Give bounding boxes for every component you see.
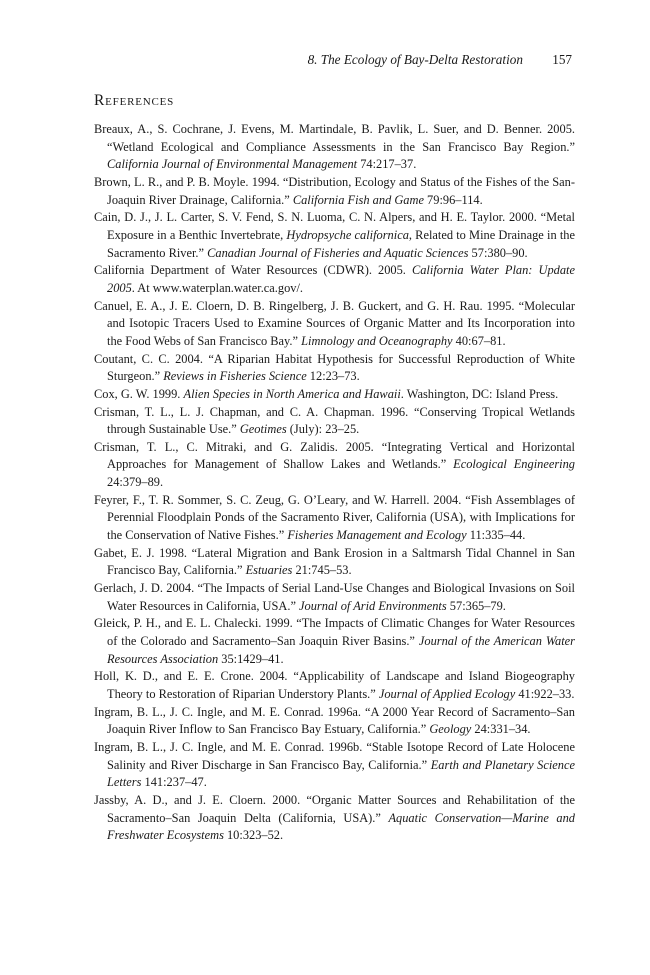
reference-text: 24:379–89. xyxy=(107,475,164,490)
reference-title-italic: Journal of Arid Environments xyxy=(299,598,447,613)
reference-text: 21:745–53. xyxy=(292,563,352,578)
reference-text: Jassby, A. D., and J. E. Cloern. 2000. “Organic Matter Sources and Rehabilitation of the Sacramento–San Joaquin Delta (California, USA).” xyxy=(94,792,575,825)
reference-text: Crisman, T. L., L. J. Chapman, and C. A. Chapman. 1996. “Conserving Tropical Wetlands through Sustainable Use.” xyxy=(94,404,575,437)
reference-text: Brown, L. R., and P. B. Moyle. 1994. “Distribution, Ecology and Status of the Fishes of the San-Joaquin River Drainage, California.” xyxy=(94,174,575,207)
reference-text: Breaux, A., S. Cochrane, J. Evens, M. Martindale, B. Pavlik, L. Suer, and D. Benner. 2005. “Wetland Ecological and Compliance Assessments in the San Francisco Bay Region.” xyxy=(94,122,575,154)
reference-title-italic: California Fish and Game xyxy=(292,192,424,207)
reference-title-italic: California Journal of Environmental Management xyxy=(107,157,358,172)
reference-text: Holl, K. D., and E. E. Crone. 2004. “Applicability of Landscape and Island Biogeography Theory to Restoration of Riparian Understory Plants.” xyxy=(94,669,575,701)
reference-entry xyxy=(94,351,575,386)
page-number: 157 xyxy=(552,52,572,67)
reference-entry xyxy=(94,262,575,297)
reference-text: Ingram, B. L., J. C. Ingle, and M. E. Conrad. 1996a. “A 2000 Year Record of Sacramento–San Joaquin River Inflow to San Francisco Bay Estuary, California.” xyxy=(94,704,575,737)
reference-title-italic: Geotimes xyxy=(239,422,287,437)
reference-text: Gerlach, J. D. 2004. “The Impacts of Serial Land-Use Changes and Biological Invasions on Soil Water Resources in California, USA.” xyxy=(94,581,575,613)
reference-list xyxy=(94,121,575,845)
reference-title-italic: California Water Plan: Update 2005 xyxy=(107,263,575,295)
reference-entry xyxy=(94,439,575,492)
reference-text: Cain, D. J., J. L. Carter, S. V. Fend, S. N. Luoma, C. N. Alpers, and H. E. Taylor. 2000. “Metal Exposure in a Benthic Invertebrate, xyxy=(94,210,575,242)
reference-entry xyxy=(94,492,575,545)
reference-title-italic: Alien Species in North America and Hawaii xyxy=(183,386,401,401)
reference-text: 11:335–44. xyxy=(466,528,526,543)
reference-entry xyxy=(94,545,575,580)
reference-title-italic: Aquatic Conservation—Marine and Freshwater Ecosystems xyxy=(107,810,575,843)
reference-text: Feyrer, F., T. R. Sommer, S. C. Zeug, G. O’Leary, and W. Harrell. 2004. “Fish Assemblages of Perennial Floodplain Ponds of the Sacramento River, California (USA), with Implications for the Conservation of Native Fishes.” xyxy=(94,492,575,543)
running-head xyxy=(308,52,572,68)
reference-entry xyxy=(94,668,575,703)
reference-text: Gabet, E. J. 1998. “Lateral Migration and Bank Erosion in a Saltmarsh Tidal Channel in San Francisco Bay, California.” xyxy=(94,545,575,578)
reference-text: California Department of Water Resources (CDWR). 2005. xyxy=(94,263,412,278)
reference-text: Cox, G. W. 1999. xyxy=(94,386,184,401)
reference-text: . At www.waterplan.water.ca.gov/. xyxy=(131,280,304,295)
reference-text: 57:365–79. xyxy=(446,598,506,613)
reference-title-italic: Limnology and Oceanography xyxy=(301,333,453,348)
reference-text: 10:323–52. xyxy=(223,828,284,843)
reference-text: Gleick, P. H., and E. L. Chalecki. 1999. “The Impacts of Climatic Changes for Water Resources of the Colorado and Sacramento–San Joaquin River Basins.” xyxy=(94,616,575,649)
reference-entry xyxy=(94,739,575,792)
reference-text: 40:67–81. xyxy=(452,333,506,348)
reference-entry xyxy=(94,298,575,351)
reference-text: (July): 23–25. xyxy=(286,422,360,437)
reference-text: Coutant, C. C. 2004. “A Riparian Habitat Hypothesis for Successful Reproduction of White Sturgeon.” xyxy=(94,351,575,384)
reference-entry xyxy=(94,121,575,174)
reference-title-italic: Journal of the American Water Resources Association xyxy=(107,634,575,666)
reference-title-italic: Estuaries xyxy=(245,563,293,578)
reference-text: 57:380–90. xyxy=(468,245,528,260)
reference-text: 24:331–34. xyxy=(471,722,531,737)
reference-text: 12:23–73. xyxy=(306,369,360,384)
section-heading: References xyxy=(94,92,175,109)
reference-title-italic: Fisheries Management and Ecology xyxy=(287,528,467,543)
reference-title-italic: Journal of Applied Ecology xyxy=(378,687,516,701)
reference-title-italic: Geology xyxy=(429,722,472,737)
reference-title-italic: Reviews in Fisheries Science xyxy=(163,369,307,384)
reference-text: Canuel, E. A., J. E. Cloern, D. B. Ringelberg, J. B. Guckert, and G. H. Rau. 1995. “Molecular and Isotopic Tracers Used to Examine Sources of Organic Matter and Its Incorporation into the Food Webs of San Francisco Bay.” xyxy=(94,298,575,348)
reference-text: 141:237–47. xyxy=(141,775,207,790)
reference-entry xyxy=(94,704,575,739)
reference-text: 74:217–37. xyxy=(357,157,417,172)
reference-entry xyxy=(94,174,575,209)
reference-title-italic: Ecological Engineering xyxy=(453,457,575,472)
reference-text: 35:1429–41. xyxy=(218,651,284,666)
reference-title-italic: Earth and Planetary Science Letters xyxy=(107,757,575,790)
reference-text: 79:96–114. xyxy=(423,192,483,207)
reference-entry xyxy=(94,580,575,615)
reference-entry xyxy=(94,792,575,845)
reference-entry xyxy=(94,386,575,404)
reference-entry xyxy=(94,615,575,668)
reference-text: Ingram, B. L., J. C. Ingle, and M. E. Conrad. 1996b. “Stable Isotope Record of Late Holocene Salinity and River Discharge in San Francisco Bay, California.” xyxy=(94,739,575,772)
chapter-title: 8. The Ecology of Bay-Delta Restoration xyxy=(307,52,523,67)
reference-text: . Washington, DC: Island Press. xyxy=(400,386,559,401)
reference-title-italic: Canadian Journal of Fisheries and Aquatic Sciences xyxy=(207,245,469,260)
reference-entry xyxy=(94,404,575,439)
reference-text: 41:922–33. xyxy=(515,687,575,701)
reference-text: Crisman, T. L., C. Mitraki, and G. Zalidis. 2005. “Integrating Vertical and Horizontal Approaches for Management of Shallow Lakes and Wetlands.” xyxy=(94,439,575,472)
reference-title-italic: Hydropsyche californica xyxy=(286,227,409,242)
reference-text: , Related to Mine Drainage in the Sacramento River.” xyxy=(107,227,575,260)
reference-entry xyxy=(94,209,575,262)
